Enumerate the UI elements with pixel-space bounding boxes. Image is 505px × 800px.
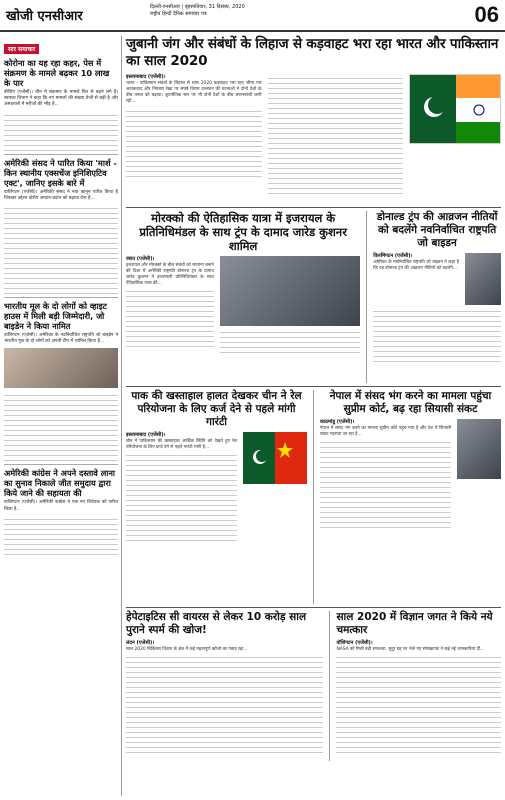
dateline	[150, 4, 245, 18]
divider	[4, 154, 118, 155]
kushner-text-more	[126, 287, 214, 347]
sidebar-story-3-photo	[4, 348, 118, 388]
sidebar-story-1-text: बीजिंग (एजेंसी)। चीन में संक्रमण के मामले फिर से बढ़ने लगे हैं। स्वास्थ्य विभाग ने कहा कि नए मामलों की संख्या तेजी से बढ़ी है और अस्पतालों में मरीजों की भीड़ है...	[4, 90, 118, 108]
hepatitis-text: साल 2020 चिकित्सा विज्ञान के क्षेत्र में कई महत्वपूर्ण खोजों का गवाह रहा...	[126, 647, 248, 652]
divider	[4, 297, 118, 298]
divider	[4, 464, 118, 465]
lead-text-col2	[268, 74, 404, 194]
sidebar-story-3-headline: भारतीय मूल के दो लोगों को व्हाइट हाउस में मिली बड़ी जिम्मेदारी, जो बाइडेन ने किया नामित	[4, 301, 107, 332]
biden-byline: विलमिंगटन (एजेंसी)।	[373, 253, 413, 259]
lead-byline: इस्लामाबाद (एजेंसी)।	[126, 74, 166, 80]
hepatitis-headline: हेपेटाइटिस सी वायरस से लेकर 10 करोड़ साल पुराने स्पर्म की खोज!	[126, 611, 307, 636]
kushner-story	[126, 211, 360, 383]
sidebar-label: सार समाचार	[4, 44, 39, 54]
kushner-photo-column	[220, 256, 360, 354]
kushner-headline: मोरक्को की ऐतिहासिक यात्रा में इजरायल के प्रतिनिधिमंडल के साथ ट्रंप के दामाद जारेड कुशनर शामिल	[139, 211, 347, 253]
biden-story	[373, 211, 501, 383]
science-text-more	[336, 653, 501, 753]
masthead: खोजी एनसीआर	[6, 9, 83, 24]
china-story	[126, 390, 307, 604]
china-text-more	[126, 451, 237, 541]
page-header	[0, 0, 505, 32]
pakistan-china-flags-image	[243, 432, 307, 484]
nepal-photo	[457, 419, 501, 479]
kushner-byline: रबात (एजेंसी)।	[126, 256, 155, 262]
divider	[126, 207, 501, 208]
nepal-byline: काठमांडू (एजेंसी)।	[320, 419, 355, 425]
nepal-text: नेपाल में संसद भंग करने का मामला सुप्रीम कोर्ट पहुंच गया है और देश में सियासी संकट गहराता जा रहा है...	[320, 426, 451, 437]
hepatitis-story	[126, 611, 323, 761]
sidebar-story-3-text: वाशिंगटन (एजेंसी)। अमेरिका के नवनिर्वाचित राष्ट्रपति जो बाइडेन ने भारतीय मूल के दो लोगों को अपनी टीम में शामिल किया है...	[4, 333, 118, 345]
china-text: चीन ने पाकिस्तान की खस्ताहाल आर्थिक स्थिति को देखते हुए रेल परियोजना के लिए कर्ज देने से पहले गारंटी मांगी है...	[126, 439, 237, 450]
hepatitis-text-more	[126, 653, 323, 753]
sidebar-story-4-text: वाशिंगटन (एजेंसी)। अमेरिकी कांग्रेस ने एक नए विधेयक को पारित किया है...	[4, 500, 118, 512]
sidebar-story-2-text-more	[4, 204, 118, 294]
main-content	[126, 36, 501, 796]
kushner-text: इजरायल और मोरक्को के बीच संबंधों को सामान्य बनाने की दिशा में अमेरिकी राष्ट्रपति डोनाल्ड ट्रंप के दामाद जारेड कुशनर ने इजरायली प्रतिनिधिमंडल के साथ ऐतिहासिक यात्रा की...	[126, 263, 214, 286]
column-rule	[329, 611, 330, 761]
kushner-column	[126, 256, 214, 354]
row-china-nepal	[126, 390, 501, 604]
dateline-subtitle: राष्ट्रीय हिन्दी दैनिक समाचार पत्र	[150, 11, 207, 17]
lead-column-2	[268, 74, 404, 204]
kushner-body	[126, 256, 360, 354]
nepal-body	[320, 419, 501, 528]
sidebar-story-3-text-more	[4, 391, 118, 461]
science-text: NASA को मिली बड़ी सफलता, सुदूर ग्रह पर भेजे गए स्पेसक्राफ्ट ने कई नई जानकारियां दीं...	[336, 647, 485, 652]
page-number: 06	[474, 2, 499, 27]
biden-text: अमेरिका के नवनिर्वाचित राष्ट्रपति जो बाइडन ने कहा है कि वह डोनाल्ड ट्रंप की आव्रजन नीतियों को बदलेंगे...	[373, 260, 459, 271]
sidebar-story-2-text: वाशिंगटन (एजेंसी)। अमेरिकी संसद ने नया कानून पारित किया है जिसका उद्देश्य क्षेत्रीय आदान-प्रदान को बढ़ावा देना है...	[4, 189, 118, 201]
biden-body	[373, 253, 501, 305]
nepal-story	[320, 390, 501, 604]
lead-body	[126, 74, 501, 204]
lead-column	[126, 74, 262, 204]
china-body	[126, 432, 307, 541]
china-flags-column	[243, 432, 307, 541]
divider	[126, 386, 501, 387]
column-rule	[313, 390, 314, 604]
india-pakistan-flags-image	[409, 74, 501, 144]
row-kushner-biden	[126, 211, 501, 383]
biden-column	[373, 253, 459, 305]
row-science	[126, 611, 501, 761]
column-rule	[366, 211, 367, 383]
china-column	[126, 432, 237, 541]
sidebar-story-3-body	[4, 333, 118, 345]
sidebar-story-4-headline: अमेरिकी कांग्रेस ने अपने दस्तावे लाना का सुनाव निकाले जीत समुदाय द्वारा किये जाने की सहायता की	[4, 468, 116, 499]
science-byline: वॉशिंगटन (एजेंसी)।	[336, 640, 373, 646]
lead-text-more	[126, 107, 262, 177]
kushner-photo-caption	[220, 328, 360, 354]
sidebar-story-2-headline: अमेरिकी संसद ने पारित किया 'मार्श - किन स्थानीय एक्सचेंज इनिशिएटिव एक्ट', जानिए इसके बारे में	[4, 157, 117, 188]
lead-headline: जुबानी जंग और संबंधों के लिहाज से कड़वाहट भरा रहा भारत और पाकिस्तान का साल 2020	[126, 36, 499, 69]
sidebar-story-4-text-more	[4, 515, 118, 555]
sidebar-column	[4, 36, 122, 796]
china-byline: इस्लामाबाद (एजेंसी)।	[126, 432, 166, 438]
lead-text: भारत - पाकिस्तान संबंधों के लिहाज से साल 2020 कड़वाहट भरा रहा। सीमा पार आतंकवाद और नियंत्रण रेखा पर संघर्ष विराम उल्लंघन की घटनाओं ने दोनों देशों के बीच तनाव को बढ़ाया। कूटनीतिक स्तर पर भी दोनों देशों के बीच बयानबाजी जारी रही...	[126, 81, 262, 104]
china-headline: पाक की खस्ताहाल हालत देखकर चीन ने रेल परियोजना के लिए कर्ज देने से पहले मांगी गारंटी	[131, 390, 302, 428]
divider	[126, 607, 501, 608]
nepal-text-more	[320, 438, 451, 528]
biden-text-more	[373, 307, 501, 365]
dateline-date: दिल्ली-एनसीआर | बृहस्पतिवार, 31 दिसंबर, 2020	[150, 4, 245, 10]
sidebar-story-1-headline: कोरोना का यह रहा कहर, पेस में संक्रमण के मामले बढ़कर 10 लाख के पार	[4, 58, 110, 88]
kushner-photo	[220, 256, 360, 326]
sidebar-story-1-text-more	[4, 111, 118, 151]
biden-photo	[465, 253, 501, 305]
flags-illustration	[410, 75, 501, 144]
biden-headline: डोनाल्ड ट्रंप की आव्रजन नीतियों को बदलेंगे नवनिर्वाचित राष्ट्रपति जो बाइडन	[376, 211, 498, 249]
nepal-headline: नेपाल में संसद भंग करने का मामला पहुंचा सुप्रीम कोर्ट, बढ़ रहा सियासी संकट	[329, 390, 492, 415]
science-headline: साल 2020 में विज्ञान जगत ने किये नये चमत्कार	[336, 611, 493, 636]
science-story	[336, 611, 501, 761]
hepatitis-byline: लंदन (एजेंसी)।	[126, 640, 155, 646]
nepal-column	[320, 419, 451, 528]
